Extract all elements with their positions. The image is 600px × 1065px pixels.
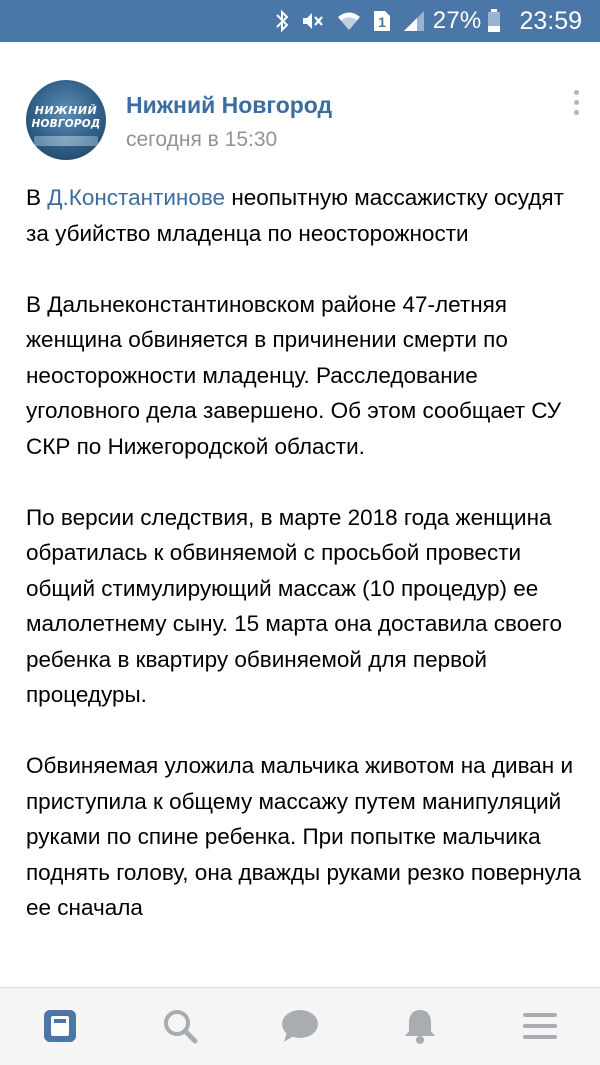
- clock: 23:59: [519, 6, 582, 35]
- avatar-skyline: [34, 136, 98, 146]
- menu-icon[interactable]: [520, 1006, 560, 1046]
- post-card: [0, 42, 600, 987]
- battery-icon: [487, 9, 501, 33]
- post-text: [26, 180, 586, 961]
- post-header: [26, 80, 586, 160]
- post-paragraph: По версии следствия, в марте 2018 года женщина обратилась к обвиняемой с просьбой провести общий стимулирующий массаж (10 процедур) ее малолетнему сыну. 15 марта она доставила своего ребенка в квартиру обвиняемой для первой процедуры.: [26, 504, 562, 707]
- group-name[interactable]: Нижний Новгород: [126, 92, 333, 118]
- sim-icon: [373, 10, 391, 32]
- bottom-navigation: [0, 987, 600, 1065]
- battery-percent: 27%: [432, 7, 482, 34]
- more-options-icon[interactable]: [570, 90, 582, 126]
- avatar[interactable]: [26, 80, 106, 160]
- post-headline: В Д.Константинове неопытную массажистку осудят за убийство младенца по неосторожности: [26, 185, 564, 246]
- messages-icon[interactable]: [280, 1006, 320, 1046]
- status-bar: [0, 0, 600, 42]
- avatar-text-line1: НИЖНИЙ: [34, 104, 98, 117]
- avatar-text-line2: НОВГОРОД: [31, 118, 101, 130]
- location-link[interactable]: Д.Константинове: [47, 185, 226, 210]
- wifi-icon: [337, 10, 361, 32]
- notifications-icon[interactable]: [400, 1006, 440, 1046]
- search-icon[interactable]: [160, 1006, 200, 1046]
- post-paragraph: Обвиняемая уложила мальчика животом на диван и приступила к общему массажу путем манипуляций руками по спине ребенка. При попытке мальчика поднять голову, она дважды руками резко повернула ее сначала: [26, 753, 582, 920]
- mute-icon: [301, 10, 325, 32]
- post-paragraph: В Дальнеконстантиновском районе 47-летняя женщина обвиняется в причинении смерти по неосторожности младенцу. Расследование уголовного дела завершено. Об этом сообщает СУ СКР по Нижегородской области.: [26, 291, 562, 459]
- signal-icon: [403, 10, 425, 32]
- post-time: сегодня в 15:30: [126, 128, 278, 151]
- sim-label: 1: [377, 14, 386, 30]
- bluetooth-icon: [275, 9, 289, 33]
- news-icon[interactable]: [40, 1006, 80, 1046]
